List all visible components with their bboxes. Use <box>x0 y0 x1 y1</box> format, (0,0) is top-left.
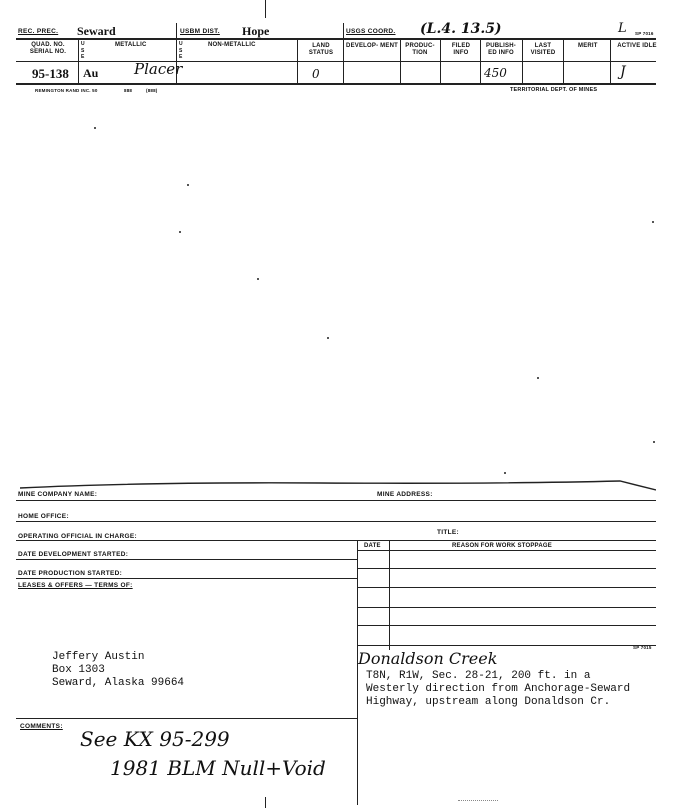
quad-serial-value: 95-138 <box>32 66 69 81</box>
col-land-status: LAND STATUS <box>308 43 334 56</box>
date-column-label: DATE <box>364 543 381 549</box>
printer-imprint: REMINGTON RAND INC. 50 <box>35 88 98 93</box>
mine-address-label: MINE ADDRESS: <box>377 491 433 498</box>
col-non-metallic: NON-METALLIC <box>208 42 256 48</box>
rule <box>357 625 656 626</box>
location-line-2: Westerly direction from Anchorage-Seward <box>366 683 631 695</box>
leases-label: LEASES & OFFERS — TERMS OF: <box>18 582 133 589</box>
owner-name: Jeffery Austin <box>52 651 145 663</box>
table-rule-mid <box>16 61 656 62</box>
rec-prec-label: REC. PREC. <box>18 28 59 35</box>
divider <box>176 23 177 38</box>
col-sep <box>610 40 611 83</box>
col-sep <box>440 40 441 83</box>
land-status-value: 0 <box>312 67 320 81</box>
form-number-bottom: SP 7015 <box>633 645 652 650</box>
binding-mark-bottom <box>265 797 266 808</box>
date-col-sep <box>389 540 390 650</box>
speck <box>327 337 329 339</box>
col-sep <box>480 40 481 83</box>
col-development: DEVELOP- MENT <box>346 43 398 49</box>
rule <box>16 578 357 579</box>
col-use-nonmetallic: U S E <box>179 41 183 60</box>
owner-city: Seward, Alaska 99664 <box>52 677 185 689</box>
rule <box>357 568 656 569</box>
col-merit: MERIT <box>578 43 598 49</box>
col-sep <box>78 40 79 83</box>
col-published-info: PUBLISH- ED INFO <box>486 43 516 56</box>
col-quad-no: QUAD. NO. <box>31 42 65 48</box>
home-office-label: HOME OFFICE: <box>18 513 69 520</box>
comment-line-1: See KX 95-299 <box>80 727 230 751</box>
form-number-top: SP 7016 <box>635 31 654 36</box>
published-info-value: 450 <box>484 66 507 80</box>
rule <box>357 550 656 551</box>
rule <box>357 607 656 608</box>
col-serial-no: SERIAL NO. <box>29 49 67 55</box>
speck <box>187 184 189 186</box>
usbm-dist-label: USBM DIST. <box>180 28 220 35</box>
usgs-coord-value: (L.4. 13.5) <box>420 21 502 37</box>
table-rule-bottom <box>16 83 656 85</box>
dev-started-label: DATE DEVELOPMENT STARTED: <box>18 551 129 558</box>
speck <box>94 127 96 129</box>
col-sep <box>563 40 564 83</box>
divider <box>343 23 344 38</box>
col-production: PRODUC- TION <box>405 43 435 56</box>
comments-label: COMMENTS: <box>20 723 63 730</box>
col-last-visited: LAST VISITED <box>530 43 556 56</box>
col-filed-info: FILED INFO <box>451 43 471 56</box>
location-line-1: T8N, R1W, Sec. 28-21, 200 ft. in a <box>366 670 591 682</box>
printer-code-2: (888) <box>146 88 158 93</box>
metallic-note: Placer <box>134 60 183 78</box>
rule <box>357 645 656 646</box>
speck <box>652 221 654 223</box>
col-sep <box>343 40 344 83</box>
col-sep <box>522 40 523 83</box>
comment-line-2: 1981 BLM Null+Void <box>110 756 326 780</box>
rule <box>16 500 656 501</box>
col-quad-serial <box>18 42 78 56</box>
date-col-sep <box>357 540 358 805</box>
rule <box>16 540 656 541</box>
operating-official-label: OPERATING OFFICIAL IN CHARGE: <box>18 533 137 540</box>
printer-code: 888 <box>124 88 133 93</box>
rule <box>357 587 656 588</box>
wavy-top-rule <box>20 478 656 492</box>
speck <box>537 377 539 379</box>
prod-started-label: DATE PRODUCTION STARTED: <box>18 570 123 577</box>
rec-prec-value: Seward <box>77 24 116 38</box>
rule <box>16 559 357 560</box>
active-mark: J <box>620 64 626 80</box>
col-active-idle: ACTIVE IDLE <box>617 43 657 49</box>
title-label: TITLE: <box>437 529 460 536</box>
mine-company-label: MINE COMPANY NAME: <box>18 491 98 498</box>
usgs-coord-label: USGS COORD. <box>346 28 396 35</box>
col-use-metallic: U S E <box>81 41 85 60</box>
speck <box>257 278 259 280</box>
owner-box: Box 1303 <box>52 664 105 676</box>
col-sep <box>297 40 298 83</box>
metallic-value: Au <box>83 66 99 80</box>
torn-edge-rule <box>20 478 656 492</box>
territorial-dept: TERRITORIAL DEPT. OF MINES <box>510 87 598 93</box>
creek-name: Donaldson Creek <box>358 649 498 668</box>
speck <box>458 800 498 802</box>
table-rule-top <box>16 38 656 40</box>
speck <box>653 441 655 443</box>
corner-mark: L <box>618 21 627 36</box>
binding-mark-top <box>265 0 266 18</box>
col-metallic: METALLIC <box>115 42 147 48</box>
location-line-3: Highway, upstream along Donaldson Cr. <box>366 696 611 708</box>
usbm-dist-value: Hope <box>242 24 270 38</box>
rule <box>16 718 357 719</box>
rule <box>16 521 656 522</box>
speck <box>504 472 506 474</box>
speck <box>179 231 181 233</box>
reason-stoppage-label: REASON FOR WORK STOPPAGE <box>452 543 552 549</box>
